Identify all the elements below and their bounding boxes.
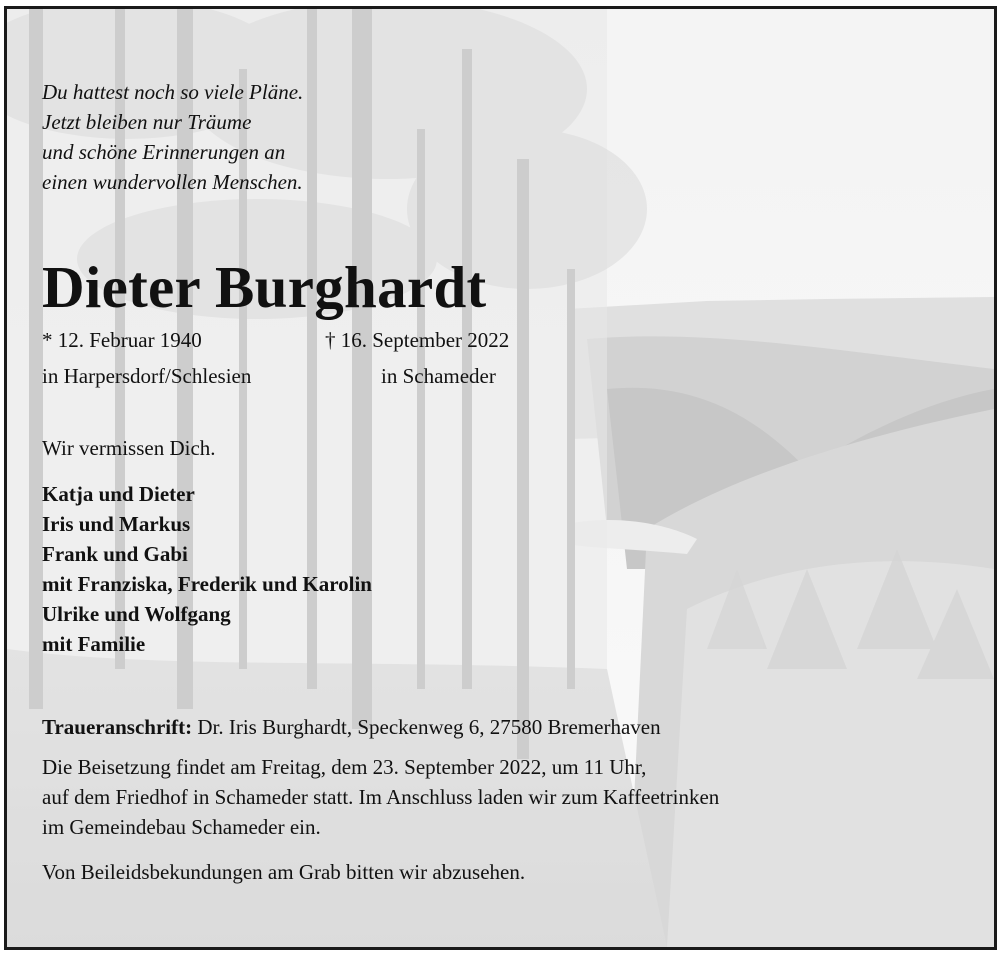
poem-line: Du hattest noch so viele Pläne.: [42, 80, 304, 104]
death-info: [325, 325, 509, 391]
death-place: in Schameder: [381, 364, 496, 388]
funeral-info: [42, 752, 719, 842]
poem-line: und schöne Erinnerungen an: [42, 140, 286, 164]
birth-place: in Harpersdorf/Schlesien: [42, 364, 252, 388]
memorial-poem: [42, 77, 303, 197]
birth-date: * 12. Februar 1940: [42, 328, 202, 352]
mourner-entry: Katja und Dieter: [42, 482, 195, 506]
death-date: † 16. September 2022: [325, 328, 510, 352]
mourner-entry: mit Familie: [42, 632, 146, 656]
obituary-frame: [4, 6, 997, 950]
obituary-content: [7, 9, 994, 947]
funeral-line: auf dem Friedhof in Schameder statt. Im Anschluss laden wir zum Kaffeetrinken: [42, 785, 720, 809]
mourner-entry: Ulrike und Wolfgang: [42, 602, 231, 626]
mourners-list: [42, 479, 372, 659]
condolence-note: Von Beileidsbekundungen am Grab bitten wir abzusehen.: [42, 860, 526, 884]
mourner-entry: Frank und Gabi: [42, 542, 188, 566]
mourning-address: [42, 712, 661, 742]
address-label: Traueranschrift:: [42, 715, 193, 739]
birth-info: [42, 325, 251, 391]
miss-text: Wir vermissen Dich.: [42, 436, 216, 460]
mourner-entry: mit Franziska, Frederik und Karolin: [42, 572, 372, 596]
mourner-entry: Iris und Markus: [42, 512, 191, 536]
poem-line: Jetzt bleiben nur Träume: [42, 110, 252, 134]
poem-line: einen wundervollen Menschen.: [42, 170, 303, 194]
address-value: Dr. Iris Burghardt, Speckenweg 6, 27580 Bremerhaven: [197, 715, 661, 739]
deceased-name: Dieter Burghardt: [42, 254, 487, 320]
funeral-line: Die Beisetzung findet am Freitag, dem 23. September 2022, um 11 Uhr,: [42, 755, 647, 779]
funeral-line: im Gemeindebau Schameder ein.: [42, 815, 321, 839]
